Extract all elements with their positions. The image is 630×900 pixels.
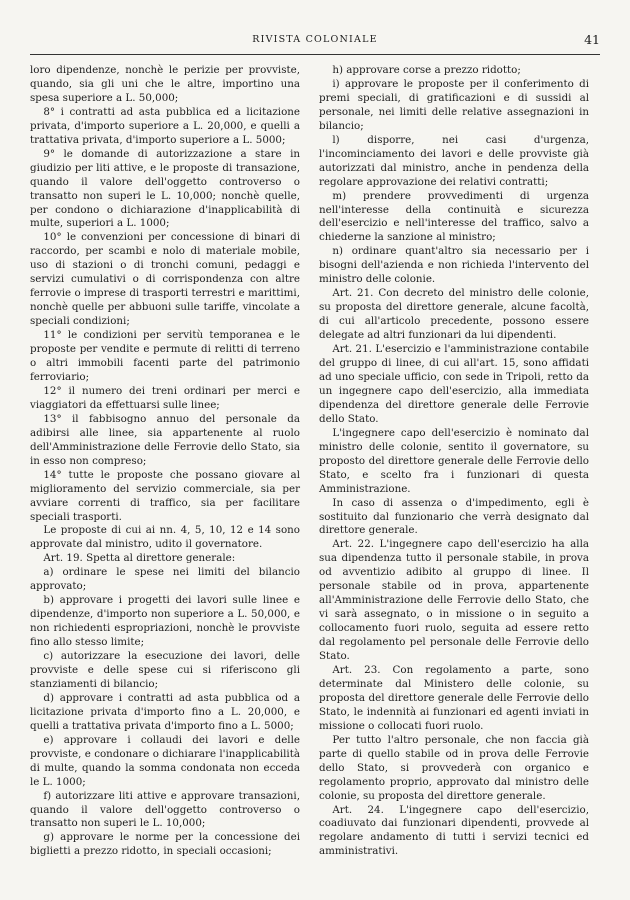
paragraph: Le proposte di cui ai nn. 4, 5, 10, 12 e 14 sono approvate dal ministro, udito il governatore. bbox=[30, 524, 300, 551]
paragraph: loro dipendenze, nonchè le perizie per provviste, quando, sia gli uni che le altre, importino una spesa superiore a L. 50,000; bbox=[30, 64, 300, 104]
paragraph: f) autorizzare liti attive e approvare transazioni, quando il valore dell'oggetto controverso o transatto non superi le L. 10,000; bbox=[30, 789, 300, 830]
page-header bbox=[30, 34, 600, 46]
paragraph: c) autorizzare la esecuzione dei lavori, delle provviste e delle spese cui si riferiscono gli stanziamenti di bilancio; bbox=[30, 650, 300, 690]
paragraph: In caso di assenza o d'impedimento, egli è sostituito dal funzionario che verrà designato dal direttore generale. bbox=[319, 496, 589, 537]
paragraph: m) prendere provvedimenti di urgenza nell'interesse della continuità e sicurezza dell'esercizio e nell'interesse del traffico, salvo a chiederne la sanzione al ministro; bbox=[319, 189, 589, 244]
paragraph: Art. 22. L'ingegnere capo dell'esercizio ha alla sua dipendenza tutto il personale stabile, in prova od avventizio adibito al gruppo di linee. Il personale stabile od in prova, appartenente all'Amministrazione delle Ferrovie dello Stato, che vi sarà assegnato, o in missione o in seguito a collocamento fuori ruolo, seguita ad essere retto dal regolamento pel personale delle Ferrovie dello Stato. bbox=[319, 538, 589, 663]
paragraph: a) ordinare le spese nei limiti del bilancio approvato; bbox=[30, 566, 300, 593]
paragraph: g) approvare le norme per la concessione dei biglietti a prezzo ridotto, in speciali occasioni; bbox=[30, 831, 300, 858]
paragraph: 12° il numero dei treni ordinari per merci e viaggiatori da effettuarsi sulle linee; bbox=[30, 384, 300, 411]
paragraph: 13° il fabbisogno annuo del personale da adibirsi alle linee, sia appartenente al ruolo dell'Amministrazione delle Ferrovie dello Stato, sia in esso non compreso; bbox=[30, 412, 300, 467]
running-title: RIVISTA COLONIALE bbox=[252, 34, 378, 45]
paragraph: Art. 21. L'esercizio e l'amministrazione contabile del gruppo di linee, di cui all'art. 15, sono affidati ad uno speciale ufficio, con sede in Tripoli, retto da un ingegnere capo dell'esercizio, alla immediata dipendenza del direttore generale delle Ferrovie dello Stato. bbox=[319, 343, 589, 425]
paragraph: Art. 24. L'ingegnere capo dell'esercizio, coadiuvato dai funzionari dipendenti, provvede al regolare andamento di tutti i servizi tecnici ed amministrativi. bbox=[319, 803, 589, 858]
paragraph: 9° le domande di autorizzazione a stare in giudizio per liti attive, e le proposte di transazione, quando il valore dell'oggetto controverso o transatto non superi le L. 10,000; nonchè quelle, per condono o dichiarazione d'inapplicabilità di multe, superiori a L. 1000; bbox=[30, 147, 300, 230]
paragraph: h) approvare corse a prezzo ridotto; bbox=[332, 64, 521, 76]
paragraph: e) approvare i collaudi dei lavori e delle provviste, e condonare o dichiarare l'inapplicabilità di multe, quando la somma condonata non ecceda le L. 1000; bbox=[30, 733, 300, 788]
paragraph: b) approvare i progetti dei lavori sulle linee e dipendenze, d'importo non superiore a L. 50,000, e non richiedenti espropriazioni, nonchè le provviste fino allo stesso limite; bbox=[30, 594, 300, 649]
paragraph: L'ingegnere capo dell'esercizio è nominato dal ministro delle colonie, sentito il governatore, su proposto del direttore generale delle Ferrovie dello Stato, e scelto fra i funzionari di questa Amministrazione. bbox=[319, 426, 589, 495]
right-column bbox=[319, 64, 589, 859]
left-column bbox=[30, 64, 300, 859]
paragraph: n) ordinare quant'altro sia necessario per i bisogni dell'azienda e non richieda l'intervento del ministro delle colonie. bbox=[319, 245, 589, 286]
paragraph: Per tutto l'altro personale, che non faccia già parte di quello stabile od in prova delle Ferrovie dello Stato, si provvederà con organico e regolamento proprio, approvato dal ministro delle colonie, su proposta del direttore generale. bbox=[319, 733, 589, 802]
header-rule bbox=[30, 54, 600, 55]
paragraph: Art. 21. Con decreto del ministro delle colonie, su proposta del direttore generale, alcune facoltà, di cui all'articolo precedente, possono essere delegate ad altri funzionari da lui dipendenti. bbox=[319, 287, 589, 342]
paragraph: d) approvare i contratti ad asta pubblica od a licitazione privata d'importo fino a L. 20,000, e quelli a trattativa privata d'importo fino a L. 5000; bbox=[30, 691, 300, 732]
paragraph: l) disporre, nei casi d'urgenza, l'incominciamento dei lavori e delle provviste già autorizzati dal ministro, anche in pendenza della regolare approvazione dei relativi contratti; bbox=[319, 133, 589, 188]
paragraph: Art. 23. Con regolamento a parte, sono determinate dal Ministero delle colonie, su proposta del direttore generale delle Ferrovie dello Stato, le indennità ai funzionari ed agenti inviati in missione o collocati fuori ruolo. bbox=[319, 663, 589, 732]
paragraph: i) approvare le proposte per il conferimento di premi speciali, di gratificazioni e di sussidi al personale, nei limiti delle relative assegnazioni in bilancio; bbox=[319, 77, 589, 132]
article-heading: Art. 19. Spetta al direttore generale: bbox=[43, 552, 236, 565]
paragraph: 11° le condizioni per servitù temporanea e le proposte per vendite e permute di relitti di terreno o altri immobili facenti parte del patrimonio ferroviario; bbox=[30, 329, 300, 383]
paragraph: 14° tutte le proposte che possano giovare al miglioramento del servizio commerciale, sia per avviare correnti di traffico, sia per facilitare speciali trasporti. bbox=[30, 468, 300, 523]
paragraph: 8° i contratti ad asta pubblica ed a licitazione privata, d'importo superiore a L. 20,000, e quelli a trattativa privata, d'importo superiore a L. 5000; bbox=[30, 105, 300, 146]
page-number: 41 bbox=[584, 32, 600, 47]
paragraph: 10° le convenzioni per concessione di binari di raccordo, per scambi e nolo di materiale mobile, uso di stazioni o di tronchi comuni, pedaggi e servizi cumulativi o di corrispondenza con altre ferrovie o imprese di trasporti terrestri e marittimi, nonchè quelle per abbuoni sulle tariffe, vincolate a speciali condizioni; bbox=[30, 231, 300, 328]
